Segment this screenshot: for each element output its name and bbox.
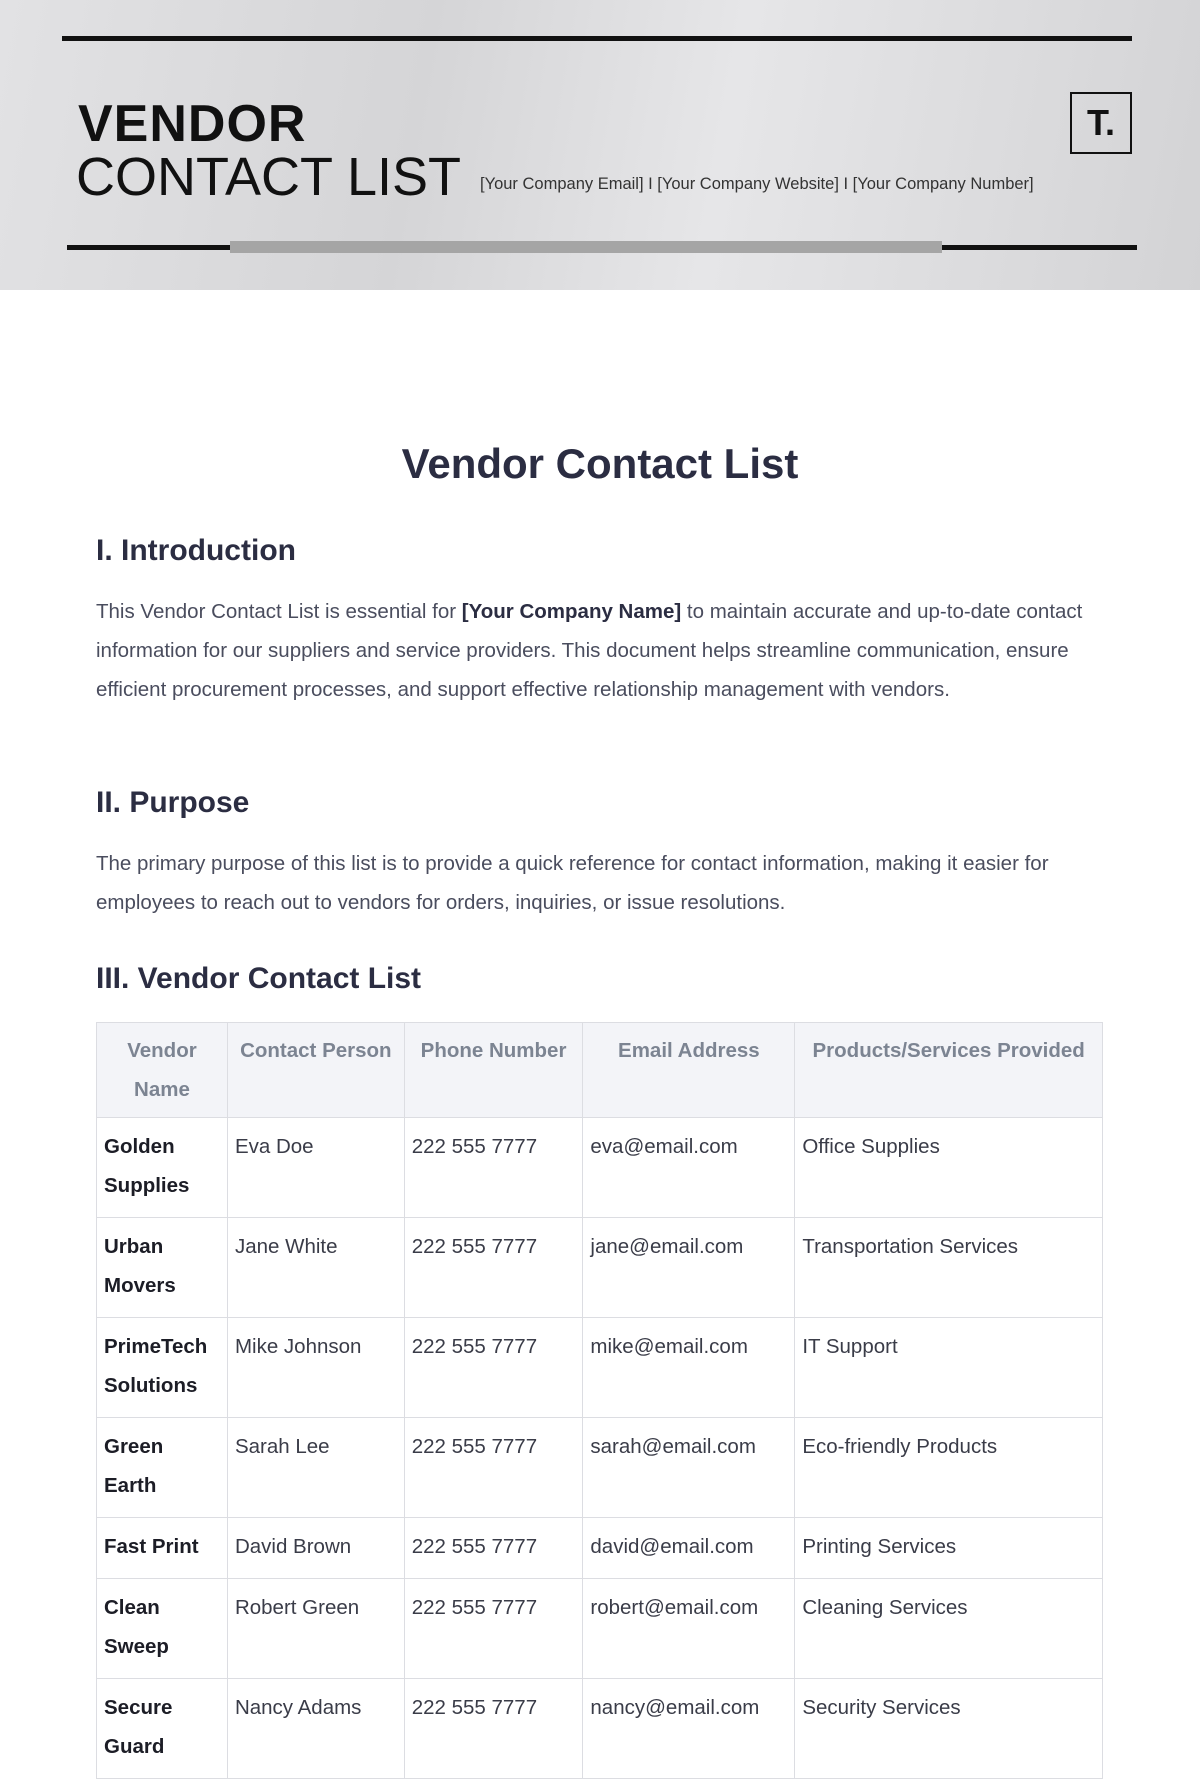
email-address-cell: mike@email.com xyxy=(583,1318,795,1418)
vendor-name-cell: Fast Print xyxy=(97,1518,228,1579)
table-row xyxy=(97,1218,1103,1318)
purpose-text: The primary purpose of this list is to provide a quick reference for contact information, making it easier for employees to reach out to vendors for orders, inquiries, or issue resolutions. xyxy=(96,852,1049,914)
company-contact-line: [Your Company Email] I [Your Company Website] I [Your Company Number] xyxy=(480,175,1034,193)
table-row xyxy=(97,1679,1103,1779)
header-title-bold: VENDOR xyxy=(78,95,307,153)
column-header: Contact Person xyxy=(227,1023,404,1118)
intro-text-end: to maintain accurate and up-to-date contact information for our suppliers and service providers. This document helps streamline communication, ensure efficient procurement processes, and support effective relationship management with vendors. xyxy=(96,600,1083,701)
table-row xyxy=(97,1118,1103,1218)
section-heading-purpose: II. Purpose xyxy=(96,786,250,819)
header-title-light: CONTACT LIST xyxy=(76,147,462,207)
phone-number-cell: 222 555 7777 xyxy=(404,1218,583,1318)
vendor-name-cell: Green Earth xyxy=(97,1418,228,1518)
divider-accent-bar xyxy=(230,241,942,253)
table-row xyxy=(97,1579,1103,1679)
table-row xyxy=(97,1518,1103,1579)
column-header: Email Address xyxy=(583,1023,795,1118)
products-services-cell: IT Support xyxy=(795,1318,1103,1418)
email-address-cell: jane@email.com xyxy=(583,1218,795,1318)
column-header: Phone Number xyxy=(404,1023,583,1118)
email-address-cell: eva@email.com xyxy=(583,1118,795,1218)
contact-person-cell: Eva Doe xyxy=(227,1118,404,1218)
table-header-row xyxy=(97,1023,1103,1118)
company-logo: T. xyxy=(1070,92,1132,154)
phone-number-cell: 222 555 7777 xyxy=(404,1118,583,1218)
products-services-cell: Cleaning Services xyxy=(795,1579,1103,1679)
products-services-cell: Eco-friendly Products xyxy=(795,1418,1103,1518)
column-header: Products/Services Provided xyxy=(795,1023,1103,1118)
vendor-name-cell: Secure Guard xyxy=(97,1679,228,1779)
vendor-contact-table xyxy=(96,1022,1103,1779)
email-address-cell: sarah@email.com xyxy=(583,1418,795,1518)
email-address-cell: robert@email.com xyxy=(583,1579,795,1679)
company-name-placeholder: [Your Company Name] xyxy=(461,600,682,623)
vendor-name-cell: Golden Supplies xyxy=(97,1118,228,1218)
contact-person-cell: Sarah Lee xyxy=(227,1418,404,1518)
contact-person-cell: Jane White xyxy=(227,1218,404,1318)
introduction-text xyxy=(96,592,1106,709)
products-services-cell: Transportation Services xyxy=(795,1218,1103,1318)
divider-top xyxy=(62,36,1132,41)
vendor-name-cell: Clean Sweep xyxy=(97,1579,228,1679)
phone-number-cell: 222 555 7777 xyxy=(404,1679,583,1779)
intro-text-start: This Vendor Contact List is essential for xyxy=(96,600,462,623)
section-heading-introduction: I. Introduction xyxy=(96,534,296,567)
contact-person-cell: Nancy Adams xyxy=(227,1679,404,1779)
phone-number-cell: 222 555 7777 xyxy=(404,1579,583,1679)
email-address-cell: david@email.com xyxy=(583,1518,795,1579)
vendor-name-cell: PrimeTech Solutions xyxy=(97,1318,228,1418)
document-title: Vendor Contact List xyxy=(401,440,799,487)
phone-number-cell: 222 555 7777 xyxy=(404,1518,583,1579)
phone-number-cell: 222 555 7777 xyxy=(404,1318,583,1418)
section-heading-vendor-list: III. Vendor Contact List xyxy=(96,962,422,995)
products-services-cell: Printing Services xyxy=(795,1518,1103,1579)
table-row xyxy=(97,1318,1103,1418)
contact-person-cell: David Brown xyxy=(227,1518,404,1579)
email-address-cell: nancy@email.com xyxy=(583,1679,795,1779)
contact-person-cell: Mike Johnson xyxy=(227,1318,404,1418)
contact-person-cell: Robert Green xyxy=(227,1579,404,1679)
products-services-cell: Office Supplies xyxy=(795,1118,1103,1218)
table-row xyxy=(97,1418,1103,1518)
vendor-name-cell: Urban Movers xyxy=(97,1218,228,1318)
phone-number-cell: 222 555 7777 xyxy=(404,1418,583,1518)
column-header: Vendor Name xyxy=(97,1023,228,1118)
products-services-cell: Security Services xyxy=(795,1679,1103,1779)
header-banner xyxy=(0,0,1200,290)
